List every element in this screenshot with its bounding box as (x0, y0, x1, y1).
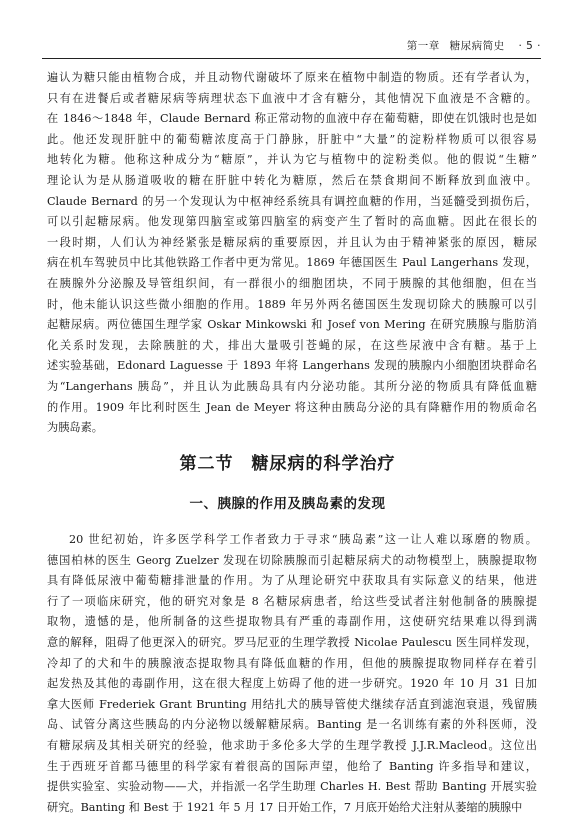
text-line: 有糖尿病及其相关研究的经验，他求助于多伦多大学的生理学教授 J.J.R.Macleod。这位出 (47, 738, 537, 752)
text-line: 德国柏林的医生 Georg Zuelzer 发现在切除胰腺而引起糖尿病犬的动物模型上，胰腺提取物 (47, 553, 537, 567)
text-line: 的作用。1909 年比利时医生 Jean de Meyer 将这种由胰岛分泌的具有降糖作用的物质命名 (47, 400, 537, 414)
text-line: 在胰腺外分泌腺及导管组织间，有一群很小的细胞团块，不同于胰腺的其他细胞，但在当 (47, 276, 537, 290)
section-title: 第二节 糖尿病的科学治疗 (179, 454, 396, 474)
text-line: 具有降低尿液中葡萄糖排泄量的作用。为了从理论研究中获取具有实际意义的结果，他进 (47, 574, 537, 588)
text-line: 拿大医师 Frederiek Grant Brunting 用结扎犬的胰导管使犬继续存活直到滤泡衰退，残留胰 (47, 697, 537, 711)
text-line: 起糖尿病。两位德国生理学家 Oskar Minkowski 和 Josef von Mering 在研究胰腺与脂肪消 (47, 318, 537, 332)
text-line: 提供实验室、实验动物——犬，并指派一名学生助理 Charles H. Best 帮助 Banting 开展实验 (47, 780, 537, 794)
subsection-title: 一、胰腺的作用及胰岛素的发现 (189, 496, 386, 512)
text-line: 20 世纪初始，许多医学科学工作者致力于寻求“胰岛素”这一让人难以琢磨的物质。 (69, 533, 537, 546)
text-line: 遍认为糖只能由植物合成，并且动物代谢破坏了原来在植物中制造的物质。还有学者认为， (47, 71, 537, 84)
text-line: 意的解释，阻碍了他更深入的研究。罗马尼亚的生理学教授 Nicolae Paulescu 医生同样发现， (47, 635, 537, 649)
text-line: Claude Bernard 的另一个发现认为中枢神经系统具有调控血糖的作用，当延髓受到损伤后， (47, 194, 537, 208)
text-line: 此。他还发现肝脏中的葡萄糖浓度高于门静脉，肝脏中“大量”的淀粉样物质可以很容易 (47, 132, 537, 146)
paragraph-insulin-discovery (47, 530, 537, 818)
text-line: 行了一项临床研究，他的研究对象是 8 名糖尿病患者，给这些受试者注射他制备的胰腺提 (47, 594, 537, 608)
text-line: 地转化为糖。他称这种成分为“糖原”，并认为它与植物中的淀粉类似。他的假说“生糖” (47, 153, 537, 167)
text-line: 理论认为是从肠道吸收的糖在肝脏中转化为糖原，然后在禁食期间不断释放到血液中。 (47, 173, 537, 187)
running-head (407, 38, 541, 53)
text-line: 生于西班牙首都马德里的科学家有着很高的国际声望，他给了 Banting 许多指导和建议， (47, 759, 537, 773)
text-line: 岛、试管分离这些胰岛的内分泌物以缓解糖尿病。Banting 是一名训练有素的外科医师，没 (47, 718, 537, 732)
text-line: 一段时期，人们认为神经紧张是糖尿病的重要原因，并且认为由于精神紧张的原因，糖尿 (47, 235, 537, 249)
text-line: 可以引起糖尿病。他发现第四脑室或第四脑室的病变产生了暂时的高血糖。因此在很长的 (47, 215, 537, 229)
chapter-number: 第一章 (406, 40, 440, 52)
text-line: 述实验基础，Edonard Laguesse 于 1893 年将 Langerhans 发现的胰腺内小细胞团块群命名 (47, 359, 537, 373)
text-line: 起发热及其他的毒副作用，这在很大程度上妨碍了他的进一步研究。1920 年 10 月 31 日加 (47, 677, 537, 691)
text-line: 在 1846～1848 年，Claude Bernard 称正常动物的血液中存在葡萄糖，即使在饥饿时也是如 (47, 112, 537, 126)
text-line: 为胰岛素。 (47, 421, 103, 435)
chapter-title: 糖尿病简史 (449, 40, 505, 52)
text-line: 研究。Banting 和 Best 于 1921 年 5 月 17 日开始工作，7 月底开始给犬注射从萎缩的胰腺中 (47, 800, 523, 814)
text-line: 时，他未能认识这些微小细胞的作用。1889 年另外两名德国医生发现切除犬的胰腺可以引 (47, 297, 537, 311)
text-line: 病在机车驾驶员中比其他铁路工作者中更为常见。1869 年德国医生 Paul Langerhans 发现， (47, 256, 537, 270)
page-number: · 5 · (518, 40, 541, 52)
text-line: 为“Langerhans 胰岛”，并且认为此胰岛具有内分泌功能。其所分泌的物质具有降低血糖 (47, 379, 537, 393)
header-rule (42, 58, 541, 59)
text-line: 只有在进餐后或者糖尿病等病理状态下血液中才含有糖分，其他情况下血液是不含糖的。 (47, 91, 537, 105)
paragraph-carryover (47, 68, 537, 439)
text-line: 取物，遗憾的是，他所制备的这些提取物具有严重的毒副作用，这使研究结果难以得到满 (47, 615, 537, 629)
text-line: 冷却了的犬和牛的胰腺液态提取物具有降低血糖的作用，但他的胰腺提取物同样存在着引 (47, 656, 537, 670)
text-line: 化关系时发现，去除胰脏的犬，排出大量吸引苍蝇的尿，在这些尿液中含有糖。基于上 (47, 338, 537, 352)
